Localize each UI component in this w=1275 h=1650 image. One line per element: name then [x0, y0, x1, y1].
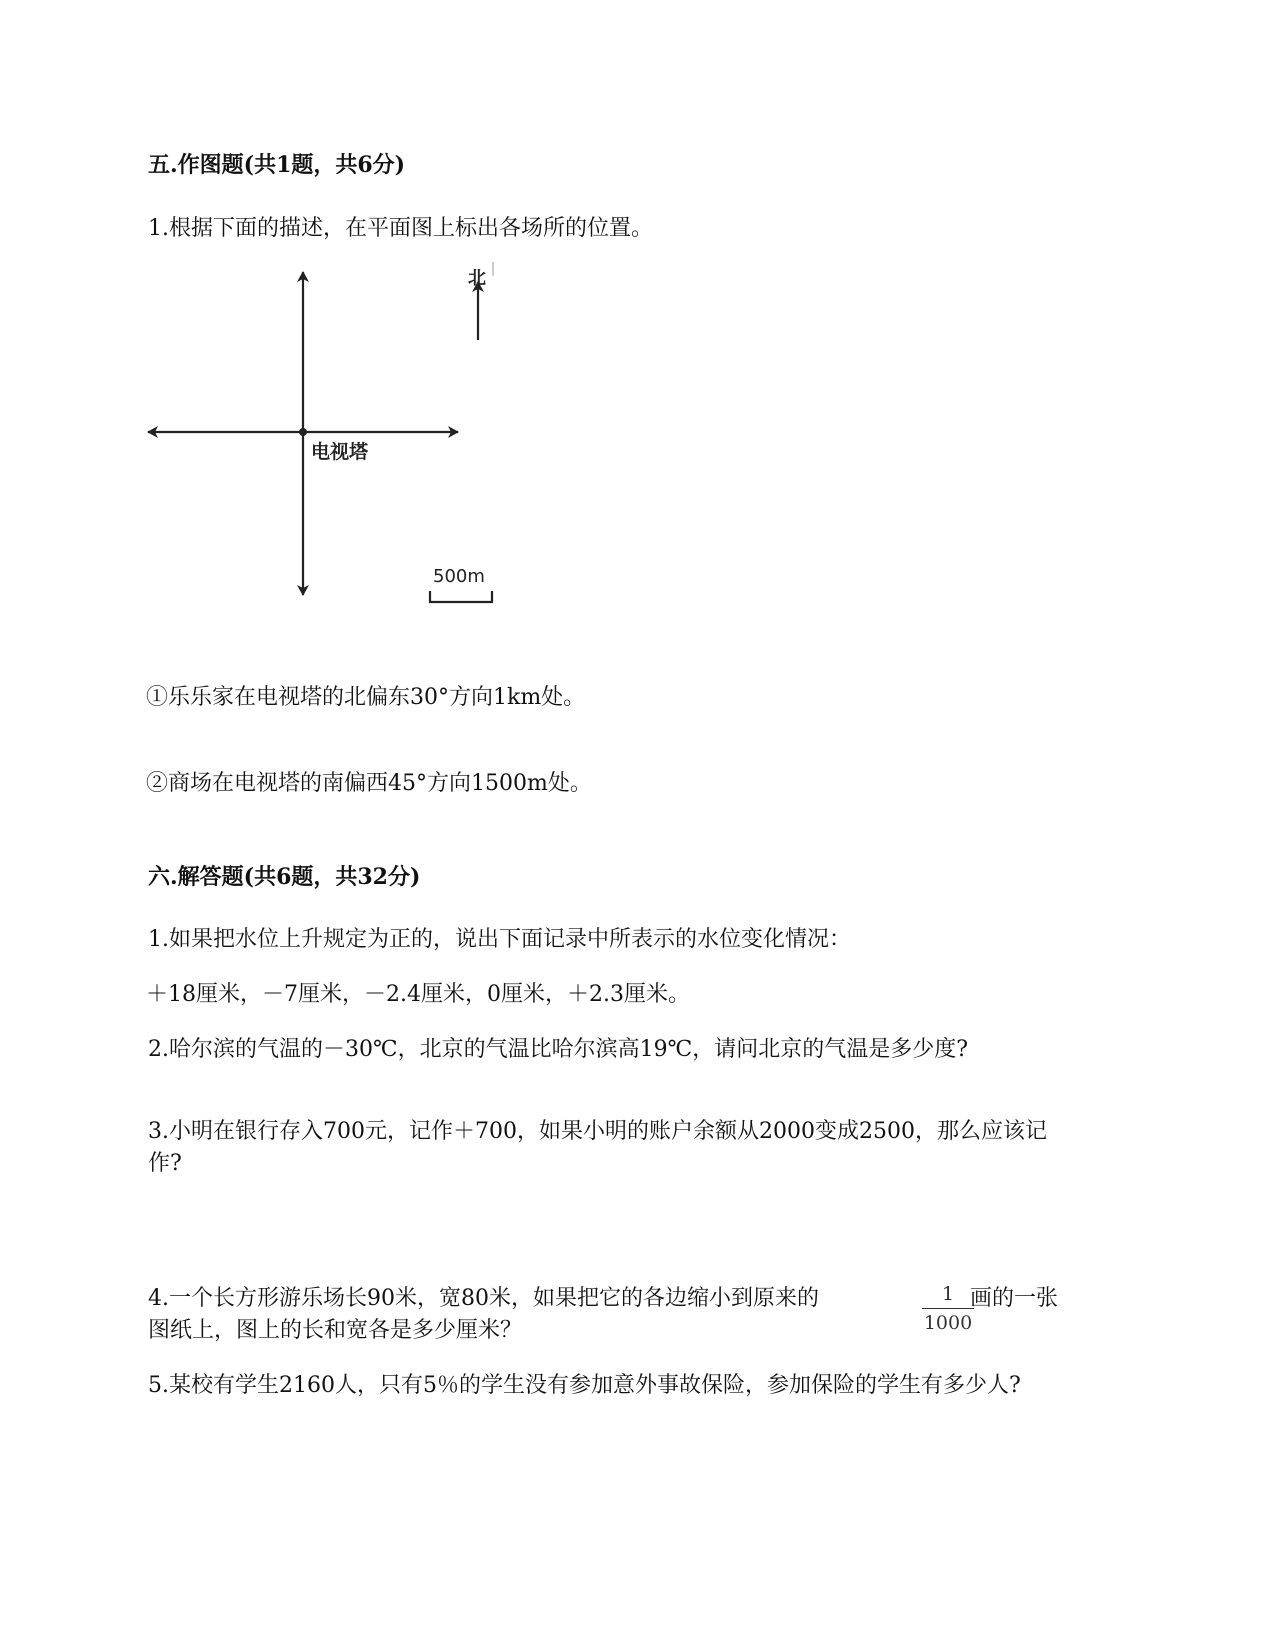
- fraction-numerator: 1: [941, 1283, 955, 1305]
- section5-heading: 五.作图题(共1题，共6分): [148, 152, 406, 178]
- question-6-3-line2: 作?: [148, 1151, 182, 1176]
- question-6-4-line1-end: 画的一张: [970, 1286, 1059, 1311]
- scale-bar: [430, 591, 492, 602]
- question-6-5: 5.某校有学生2160人，只有5％的学生没有参加意外事故保险，参加保险的学生有多少人?: [148, 1373, 1021, 1398]
- question-6-1: 1.如果把水位上升规定为正的，说出下面记录中所表示的水位变化情况：: [148, 927, 851, 952]
- question-6-3-line1: 3.小明在银行存入700元，记作＋700，如果小明的账户余额从2000变成2500，那么应该记: [148, 1119, 1047, 1144]
- question-5-1: 1.根据下面的描述，在平面图上标出各场所的位置。: [148, 216, 653, 241]
- fraction-denominator: 1000: [923, 1312, 973, 1334]
- question-6-4-line2: 图纸上，图上的长和宽各是多少厘米？: [148, 1318, 523, 1343]
- fraction-one-thousandth: [920, 1282, 976, 1335]
- north-label: 北: [468, 268, 486, 289]
- section6-heading: 六.解答题(共6题，共32分): [148, 864, 421, 890]
- question-6-1-values: ＋18厘米，－7厘米，－2.4厘米，0厘米，＋2.3厘米。: [146, 982, 690, 1007]
- item-2: ②商场在电视塔的南偏西45°方向1500m处。: [146, 771, 592, 796]
- item-1: ①乐乐家在电视塔的北偏东30°方向1km处。: [146, 685, 586, 710]
- question-6-2: 2.哈尔滨的气温的－30℃，北京的气温比哈尔滨高19℃，请问北京的气温是多少度?: [148, 1037, 968, 1062]
- tv-tower-point: [299, 428, 307, 436]
- tv-tower-label: 电视塔: [311, 441, 369, 463]
- question-6-4-line1: 4.一个长方形游乐场长90米，宽80米，如果把它的各边缩小到原来的: [148, 1286, 819, 1311]
- position-diagram: [140, 260, 520, 645]
- scale-label: 500m: [433, 566, 485, 587]
